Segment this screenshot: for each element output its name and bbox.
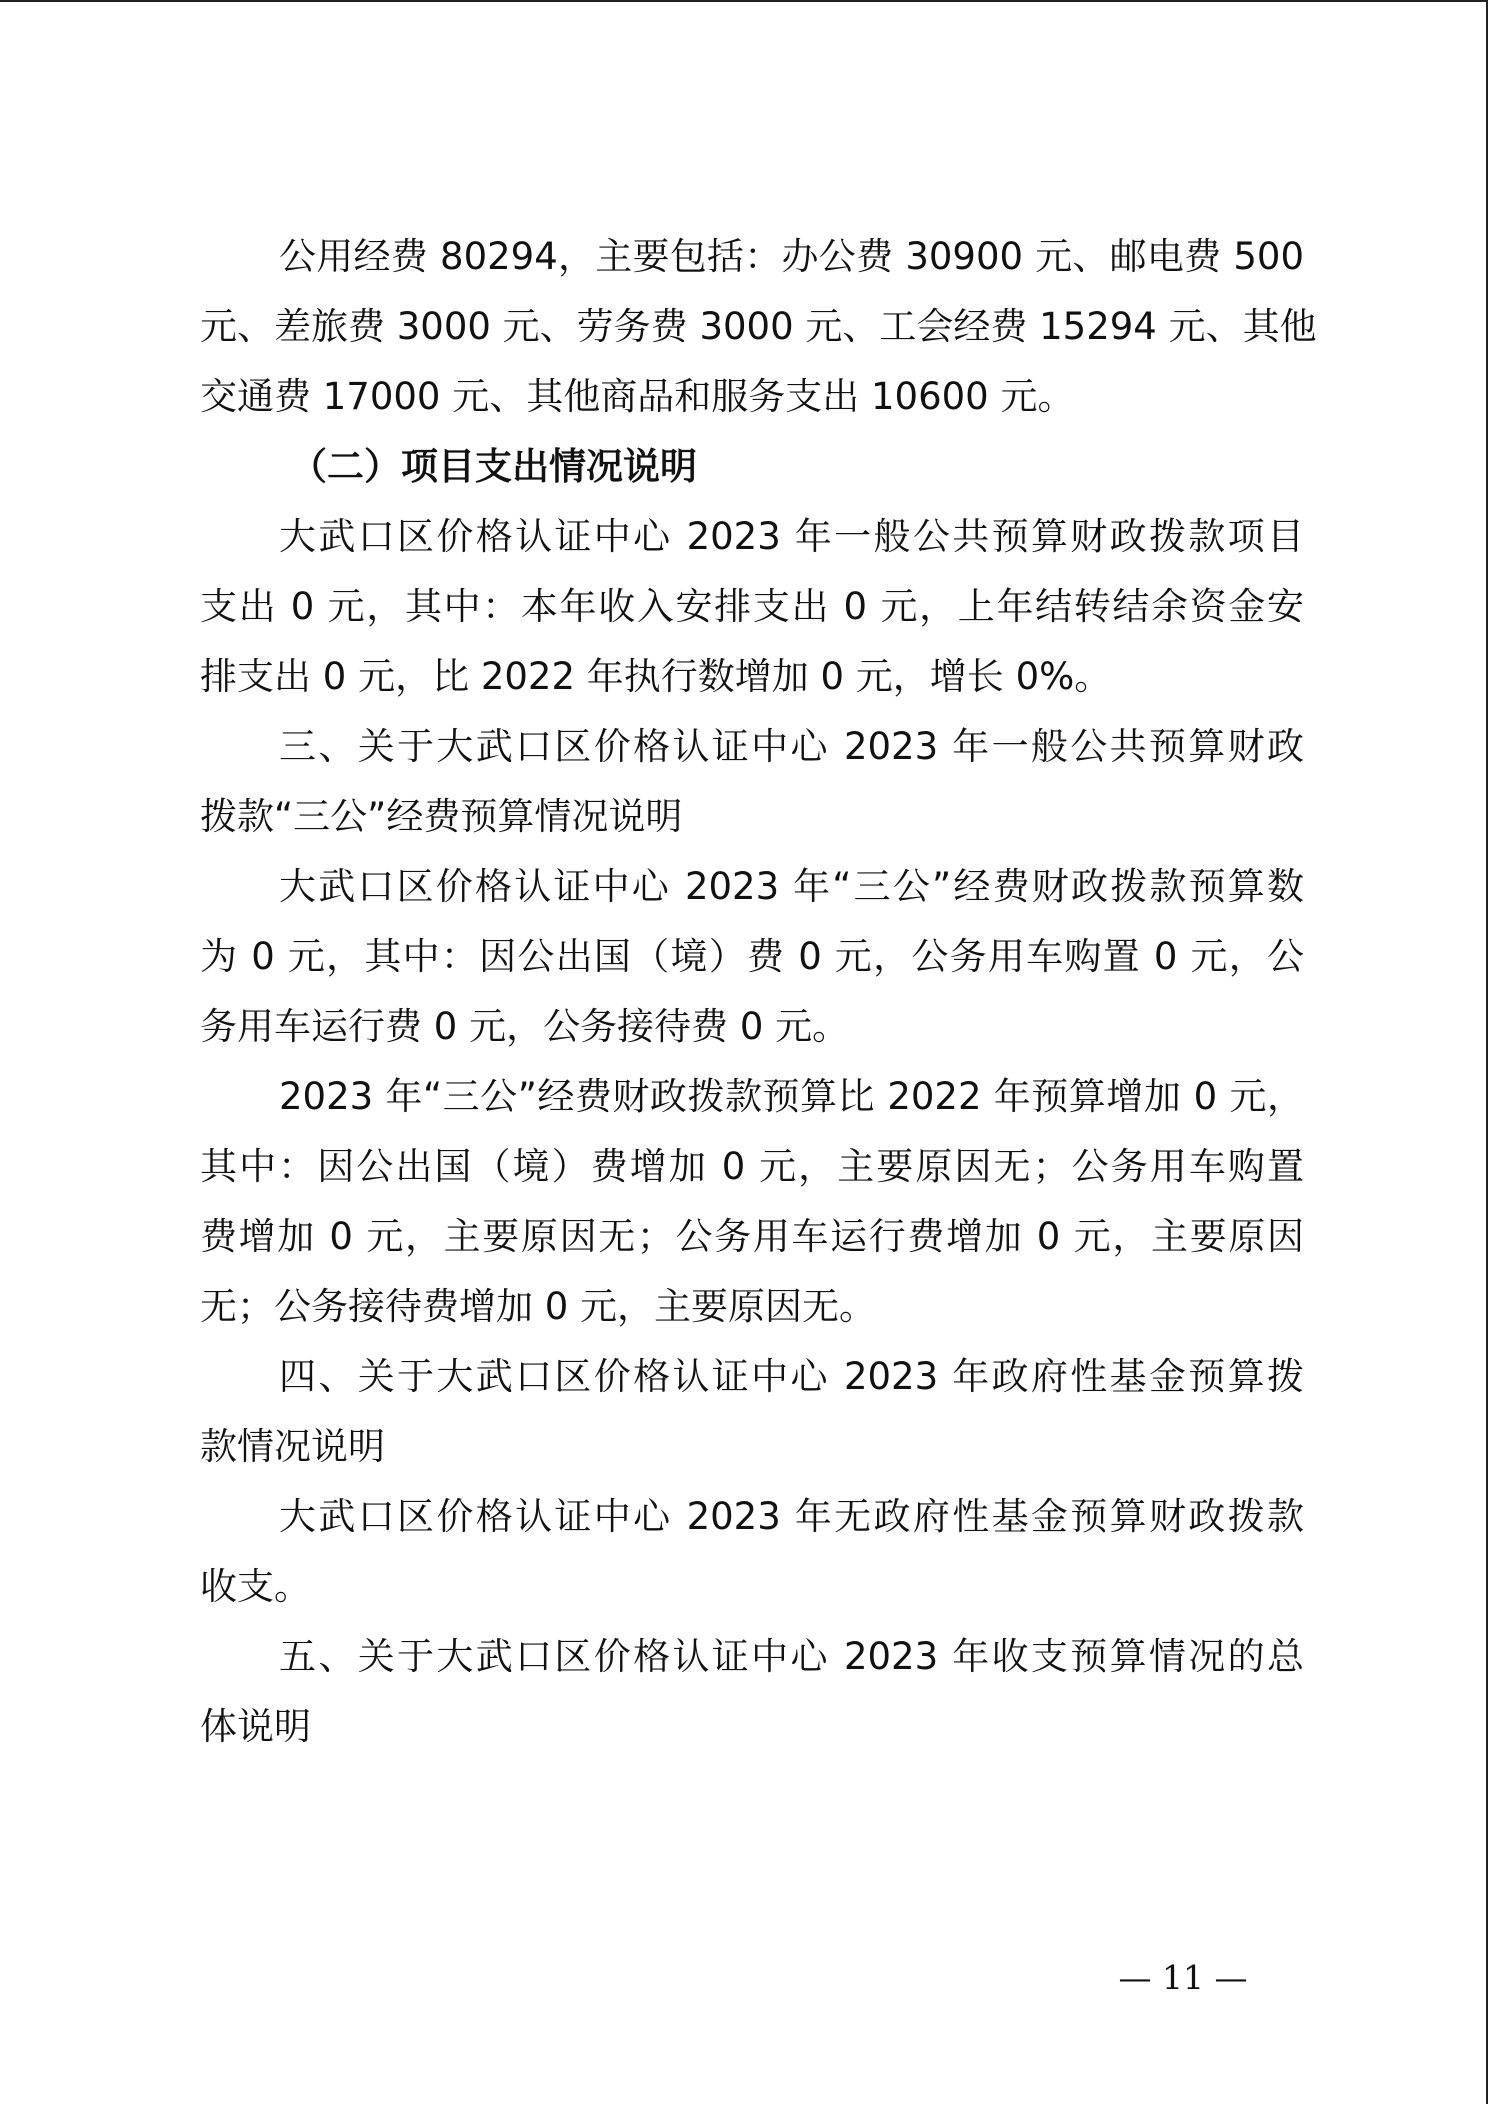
section-heading: 款情况说明 bbox=[200, 1425, 385, 1468]
section-heading: 五、关于大武口区价格认证中心 2023 年收支预算情况的总 bbox=[279, 1635, 1304, 1678]
section-heading: 拨款“三公”经费预算情况说明 bbox=[200, 795, 683, 838]
section-heading: 体说明 bbox=[200, 1705, 311, 1748]
paragraph-line: 交通费 17000 元、其他商品和服务支出 10600 元。 bbox=[200, 375, 1075, 418]
paragraph-line: 公用经费 80294，主要包括：办公费 30900 元、邮电费 500 bbox=[279, 235, 1304, 278]
paragraph-line: 大武口区价格认证中心 2023 年“三公”经费财政拨款预算数 bbox=[279, 865, 1304, 908]
paragraph-line: 为 0 元，其中：因公出国（境）费 0 元，公务用车购置 0 元，公 bbox=[200, 935, 1304, 978]
paragraph-line: 大武口区价格认证中心 2023 年无政府性基金预算财政拨款 bbox=[279, 1495, 1304, 1538]
paragraph-line: 务用车运行费 0 元，公务接待费 0 元。 bbox=[200, 1005, 850, 1048]
section-heading: （二）项目支出情况说明 bbox=[290, 445, 697, 488]
paragraph-line: 收支。 bbox=[200, 1565, 311, 1608]
document-body bbox=[200, 222, 1317, 1762]
paragraph-line: 其中：因公出国（境）费增加 0 元，主要原因无；公务用车购置 bbox=[200, 1145, 1304, 1188]
paragraph-line: 费增加 0 元，主要原因无；公务用车运行费增加 0 元，主要原因 bbox=[200, 1215, 1304, 1258]
paragraph-line: 支出 0 元，其中：本年收入安排支出 0 元，上年结转结余资金安 bbox=[200, 585, 1304, 628]
section-heading: 四、关于大武口区价格认证中心 2023 年政府性基金预算拨 bbox=[279, 1355, 1304, 1398]
paragraph-line: 无；公务接待费增加 0 元，主要原因无。 bbox=[200, 1285, 877, 1328]
paragraph-line: 元、差旅费 3000 元、劳务费 3000 元、工会经费 15294 元、其他 bbox=[200, 305, 1317, 348]
section-heading: 三、关于大武口区价格认证中心 2023 年一般公共预算财政 bbox=[279, 725, 1304, 768]
page-number: — 11 — bbox=[1118, 1958, 1248, 1997]
page-border-top bbox=[0, 0, 1488, 2]
paragraph-line: 排支出 0 元，比 2022 年执行数增加 0 元，增长 0%。 bbox=[200, 655, 1112, 698]
paragraph-line: 2023 年“三公”经费财政拨款预算比 2022 年预算增加 0 元， bbox=[279, 1075, 1304, 1118]
paragraph-line: 大武口区价格认证中心 2023 年一般公共预算财政拨款项目 bbox=[279, 515, 1304, 558]
